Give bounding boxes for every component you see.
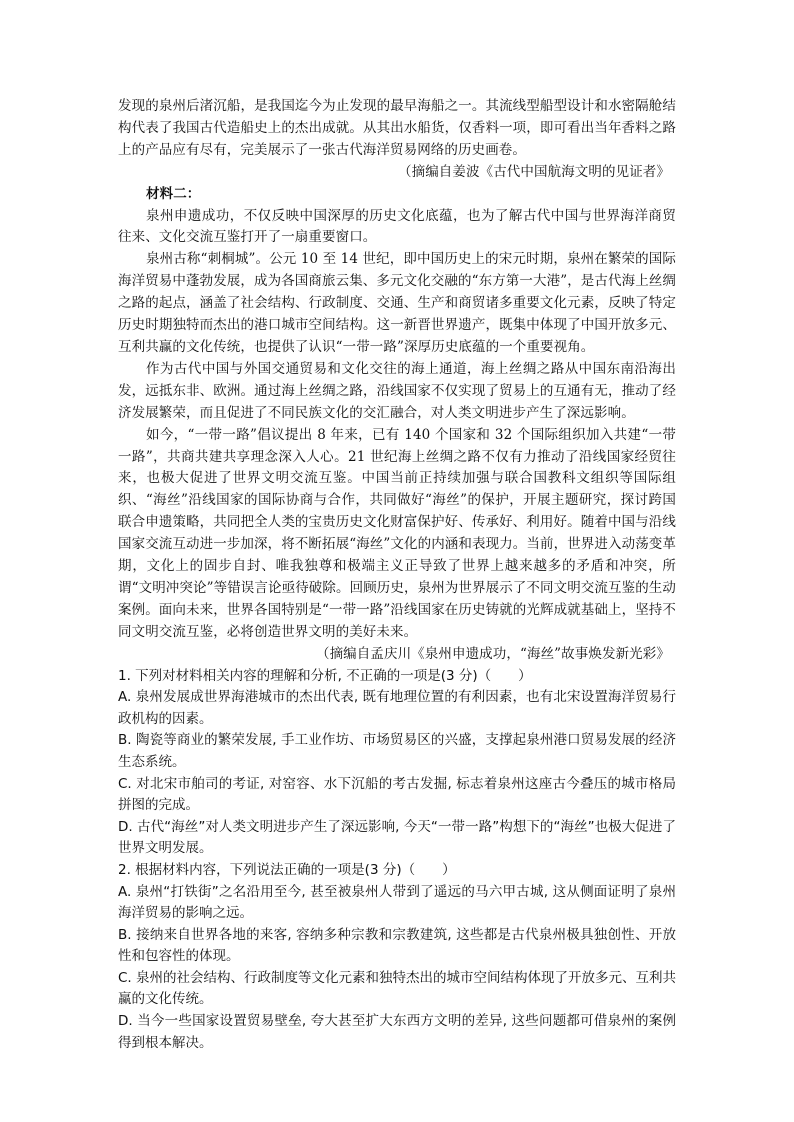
question-1-option-d: D. 古代“海丝”对人类文明进步产生了深远影响, 今天“一带一路”构想下的“海丝”也极大促进了世界文明发展。 xyxy=(118,818,676,857)
question-2-option-b: B. 接纳来自世界各地的来客, 容纳多种宗教和宗教建筑, 这些都是古代泉州极具独创性、开放性和包容性的体现。 xyxy=(118,926,676,965)
material2-paragraph-1: 泉州申遗成功，不仅反映中国深厚的历史文化底蕴，也为了解古代中国与世界海洋商贸往来、文化交流互鉴打开了一扇重要窗口。 xyxy=(118,207,676,246)
material2-paragraph-2: 泉州古称“刺桐城”。公元 10 至 14 世纪，即中国历史上的宋元时期，泉州在繁荣的国际海洋贸易中蓬勃发展，成为各国商旅云集、多元文化交融的“东方第一大港”，是古代海上丝绸之路的起点，涵盖了社会结构、行政制度、交通、生产和商贸诸多重要文化元素，反映了特定历史时期独特而杰出的港口城市空间结构。这一新晋世界遗产，既集中体现了中国开放多元、互利共赢的文化传统，也提供了认识“一带一路”深厚历史底蕴的一个重要视角。 xyxy=(118,251,677,355)
question-1-stem: 1. 下列对材料相关内容的理解和分析, 不正确的一项是(3 分)（ ） xyxy=(118,667,532,684)
question-2-option-d: D. 当今一些国家设置贸易壁垒, 夸大甚至扩大东西方文明的差异, 这些问题都可借泉州的案例得到根本解决。 xyxy=(118,1013,676,1051)
question-2-stem: 2. 根据材料内容，下列说法正确的一项是(3 分)（ ） xyxy=(118,861,456,878)
question-2-option-a: A. 泉州“打铁街”之名沿用至今, 甚至被泉州人带到了遥远的马六甲古城, 这从侧面证明了泉州海洋贸易的影响之远。 xyxy=(118,883,676,922)
question-2-option-c: C. 泉州的社会结构、行政制度等文化元素和独特杰出的城市空间结构体现了开放多元、互利共赢的文化传统。 xyxy=(118,969,677,1008)
question-1-option-c: C. 对北宋市舶司的考证, 对窑容、水下沉船的考古发掘, 标志着泉州这座古今叠压的城市格局拼图的完成。 xyxy=(118,775,676,814)
material2-heading: 材料二： xyxy=(146,185,201,202)
material1-source: （摘编自姜波《古代中国航海文明的见证者》 xyxy=(398,163,670,180)
material2-paragraph-4: 如今，“一带一路”倡议提出 8 年来，已有 140 个国家和 32 个国际组织加入共建“一带一路”，共商共建共享理念深入人心。21 世纪海上丝绸之路不仅有力推动了沿线国家经贸往来，也极大促进了世界文明交流互鉴。中国当前正持续加强与联合国教科文组织等国际组织、“海丝”沿线国家的国际协商与合作，共同做好“海丝”的保护，开展主题研究，探讨跨国联合申遗策略，共同把全人类的宝贵历史文化财富保护好、传承好、利用好。随着中国与沿线国家交流互动进一步加深，将不断拓展“海丝”文化的内涵和表现力。当前，世界进入动荡变革期，文化上的固步自封、唯我独尊和极端主义正导致了世界上越来越多的矛盾和冲突，所谓“文明冲突论”等错误言论亟待破除。回顾历史，泉州为世界展示了不同文明交流互鉴的生动案例。面向未来，世界各国特别是“一带一路”沿线国家在历史铸就的光辉成就基础上，坚持不同文明交流互鉴，必将创造世界文明的美好未来。 xyxy=(118,426,677,640)
exam-page xyxy=(118,96,676,1054)
question-1-option-b: B. 陶瓷等商业的繁荣发展, 手工业作坊、市场贸易区的兴盛，支撑起泉州港口贸易发展的经济生态系统。 xyxy=(118,732,676,770)
question-1-option-a: A. 泉州发展成世界海港城市的杰出代表, 既有地理位置的有利因素，也有北宋设置海洋贸易行政机构的因素。 xyxy=(118,689,676,727)
material2-source: （摘编自孟庆川《泉州申遗成功，“海丝”故事焕发新光彩》 xyxy=(315,645,670,662)
material1-paragraph-tail: 发现的泉州后渚沉船，是我国迄今为止发现的最早海船之一。其流线型船型设计和水密隔舱结构代表了我国古代造船史上的杰出成就。从其出水船货，仅香料一项，即可看出当年香料之路上的产品应有尽有，完美展示了一张古代海洋贸易网络的历史画卷。 xyxy=(118,98,676,158)
material2-paragraph-3: 作为古代中国与外国交通贸易和文化交往的海上通道，海上丝绸之路从中国东南沿海出发，远抵东非、欧洲。通过海上丝绸之路，沿线国家不仅实现了贸易上的互通有无，推动了经济发展繁荣，而且促进了不同民族文化的交汇融合，对人类文明进步产生了深远影响。 xyxy=(118,360,676,421)
